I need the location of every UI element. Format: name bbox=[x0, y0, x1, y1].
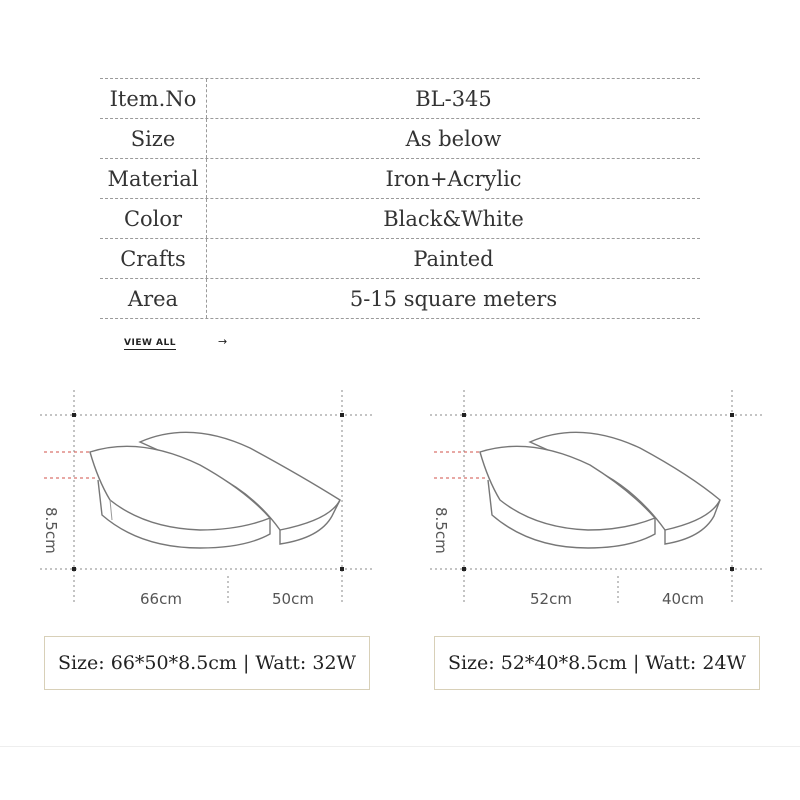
dimension-diagram-large bbox=[40, 380, 380, 610]
dimension-diagram-small bbox=[430, 380, 770, 610]
size-caption-small: Size: 52*40*8.5cm | Watt: 24W bbox=[434, 636, 760, 690]
spec-value: Iron+Acrylic bbox=[385, 166, 522, 191]
divider bbox=[0, 746, 800, 747]
spec-label: Color bbox=[100, 199, 207, 238]
lamp-outline-large bbox=[40, 380, 380, 610]
arrow-right-icon[interactable]: → bbox=[218, 335, 228, 348]
spec-label: Crafts bbox=[100, 239, 207, 278]
spec-value: BL-345 bbox=[415, 86, 492, 111]
spec-row-area bbox=[100, 278, 700, 319]
lamp-outline-small bbox=[430, 380, 770, 610]
spec-value: Black&White bbox=[383, 206, 524, 231]
spec-row-color bbox=[100, 198, 700, 238]
width-dimension-label: 40cm bbox=[662, 590, 704, 608]
length-dimension-label: 66cm bbox=[140, 590, 182, 608]
view-all-link[interactable]: VIEW ALL bbox=[124, 338, 176, 348]
width-dimension-label: 50cm bbox=[272, 590, 314, 608]
spec-row-item-no bbox=[100, 78, 700, 118]
spec-value: As below bbox=[405, 126, 502, 151]
height-dimension-label: 8.5cm bbox=[42, 507, 60, 554]
spec-row-size bbox=[100, 118, 700, 158]
spec-row-material bbox=[100, 158, 700, 198]
length-dimension-label: 52cm bbox=[530, 590, 572, 608]
spec-value: Painted bbox=[413, 246, 494, 271]
spec-label: Material bbox=[100, 159, 207, 198]
spec-table bbox=[100, 78, 700, 319]
spec-label: Size bbox=[100, 119, 207, 158]
spec-label: Item.No bbox=[100, 79, 207, 118]
size-caption-large: Size: 66*50*8.5cm | Watt: 32W bbox=[44, 636, 370, 690]
spec-value: 5-15 square meters bbox=[349, 286, 558, 311]
height-dimension-label: 8.5cm bbox=[432, 507, 450, 554]
spec-label: Area bbox=[100, 279, 207, 318]
spec-row-crafts bbox=[100, 238, 700, 278]
